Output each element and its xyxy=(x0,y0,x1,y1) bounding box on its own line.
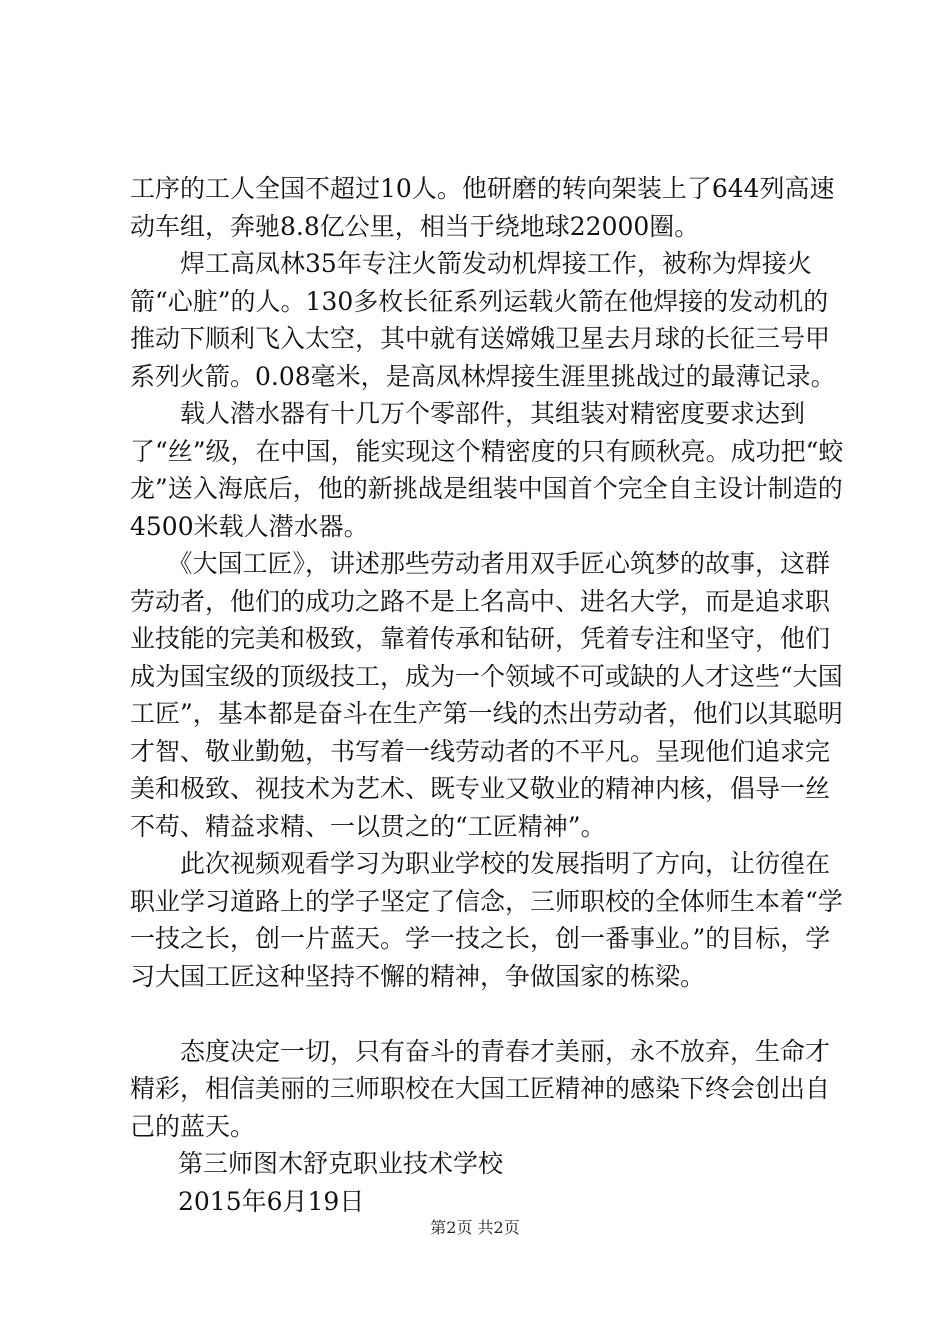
signature-school: 第三师图木舒克职业技术学校 xyxy=(178,1149,504,1178)
paragraph-continuation: 工序的工人全国不超过10人。他研磨的转向架装上了644列高速动车组，奔驰8.8亿公里，相当于绕地球22000圈。 xyxy=(130,174,835,241)
signature-date: 2015年6月19日 xyxy=(178,1186,365,1216)
paragraph-gao-fenglin: 焊工高凤林35年专注火箭发动机焊接工作，被称为焊接火箭“心脏”的人。130多枚长征系列运载火箭在他焊接的发动机的推动下顺利飞入太空，其中就有送嫦娥卫星去月球的长征三号甲系列火箭。0.08毫米，是高凤林焊接生涯里挑战过的最薄记录。 xyxy=(130,249,836,391)
paragraph-school-direction: 此次视频观看学习为职业学校的发展指明了方向，让彷徨在职业学习道路上的学子坚定了信念，三师职校的全体师生本着“学一技之长，创一片蓝天。学一技之长，创一番事业。”的目标，学习大国工匠这种坚持不懈的精神，争做国家的栋梁。 xyxy=(130,849,843,991)
paragraph-great-craftsmen: 《大国工匠》，讲述那些劳动者用双手匠心筑梦的故事，这群劳动者，他们的成功之路不是上名高中、进名大学，而是追求职业技能的完美和极致，靠着传承和钻研，凭着专注和坚守，他们成为国宝级的顶级技工，成为一个领域不可或缺的人才这些“大国工匠”，基本都是奋斗在生产第一线的杰出劳动者，他们以其聪明才智、敬业勤勉，书写着一线劳动者的不平凡。呈现他们追求完美和极致、视技术为艺术、既专业又敬业的精神内核，倡导一丝不苟、精益求精、一以贯之的“工匠精神”。 xyxy=(130,549,843,841)
paragraph-conclusion: 态度决定一切，只有奋斗的青春才美丽，永不放弃，生命才精彩，相信美丽的三师职校在大国工匠精神的感染下终会创出自己的蓝天。 xyxy=(130,1036,831,1141)
document-body xyxy=(130,170,850,1220)
blank-line xyxy=(130,995,850,1033)
paragraph-gu-qiuliang: 载人潜水器有十几万个零部件，其组装对精密度要求达到了“丝”级，在中国，能实现这个精密度的只有顾秋亮。成功把“蛟龙”送入海底后，他的新挑战是组装中国首个完全自主设计制造的4500米载人潜水器。 xyxy=(130,399,844,541)
page-number-footer: 第2页 共2页 xyxy=(430,1218,520,1237)
